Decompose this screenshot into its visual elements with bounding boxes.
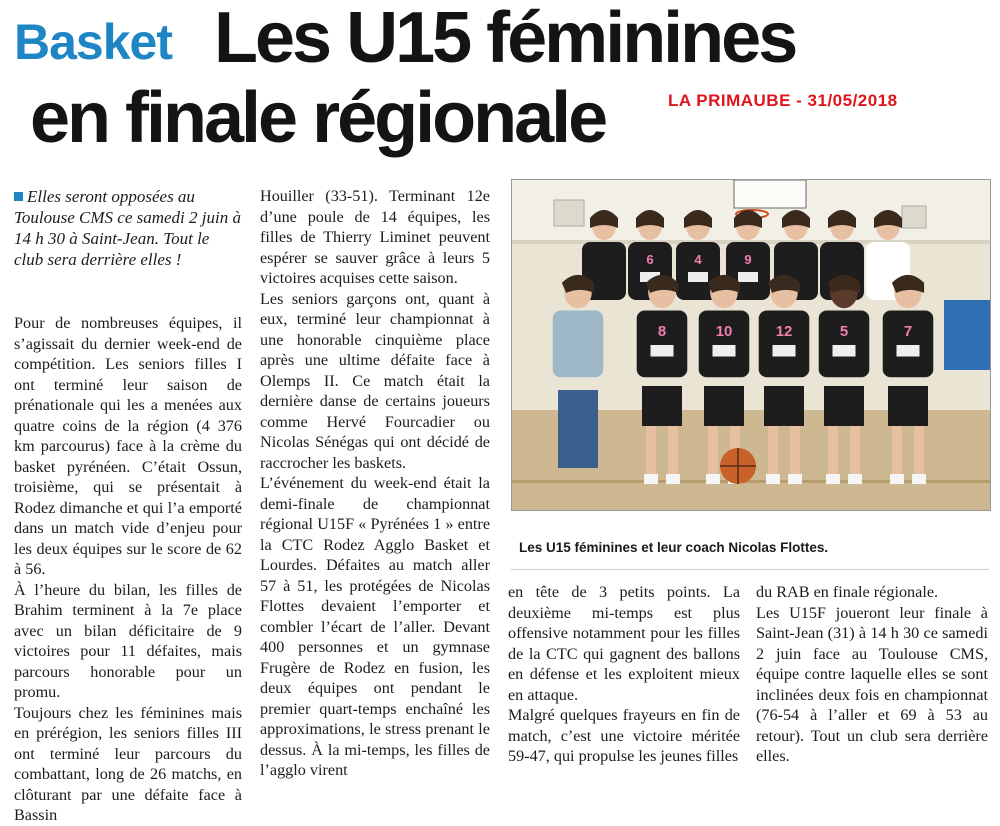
paragraph: du RAB en finale régionale. [756,583,939,601]
paragraph: À l’heure du bilan, les filles de Brahim terminent à la 7e place avec un bilan déficitaire de 9 victoires pour 11 défaites, mais parcours honorable pour un promu. [14,580,242,701]
jersey-number: 7 [903,322,913,340]
jersey-number: 12 [775,322,793,340]
paragraph: Les seniors garçons ont, quant à eux, terminé leur championnat à une honorable cinquième place après une ultime défaite face à Olemps II. Ce match était la dernière danse de certains joueurs comme Hervé Fourcadier ou Nicolas Sénégas qui ont décidé de raccrocher les baskets. [260,289,490,472]
headline-line-1: Les U15 féminines [214,0,796,78]
paragraph: L’événement du week-end était la demi-finale de championnat régional U15F « Pyrénées 1 » entre la CTC Rodez Agglo Basket et Lourdes. Défaites au match aller 57 à 51, les protégées de Nicolas Flottes devaient l’emporter et combler l’écart de l’aller. Devant 400 personnes et un gymnase Frugère de Rodez en fusion, les deux équipes ont pendant le premier quart-temps enchaîné les approximations, le stress prenant le dessus. À la mi-temps, les filles de l’agglo virent [260,474,490,779]
jersey-number: 6 [646,252,654,267]
paragraph: Malgré quelques frayeurs en fin de match, c’est une victoire méritée 59-47, qui propulse les jeunes filles [508,706,740,765]
section-kicker: Basket [14,14,172,70]
photo-caption: Les U15 féminines et leur coach Nicolas Flottes. [519,540,829,555]
jersey-number: 10 [715,322,733,340]
dateline: LA PRIMAUBE - 31/05/2018 [668,91,898,110]
standfirst [14,186,242,270]
headline-line-2: en finale régionale [30,78,606,158]
team-photo-illustration [512,180,990,510]
team-photo [511,179,991,511]
paragraph: Pour de nombreuses équipes, il s’agissait du dernier week-end de compétition. Les seniors filles I ont terminé leur saison de prénationale qui les a menées aux quatre coins de la région (4 376 km parcourus) face à la crème du basket pyrénéen. C’était Ossun, troisième, qui se présentait à Rodez dimanche et qui l’a emporté dans un match vide d’enjeu pour les deux équipes sur le score de 62 à 56. [14,314,242,578]
paragraph: Les U15F joueront leur finale à Saint-Jean (31) à 14 h 30 ce samedi 2 juin face au Toulouse CMS, équipe contre laquelle elles se sont inclinées deux fois en championnat (76-54 à l’aller et 69 à 53 au retour). Tout un club sera derrière elles. [756,603,988,765]
article-column-3 [508,582,740,767]
bullet-square-icon [14,192,23,201]
paragraph: en tête de 3 petits points. La deuxième mi-temps est plus offensive notamment pour les filles de la CTC qui gagnent des ballons en défense et les exploitent mieux en attaque. [508,583,740,704]
caption-divider [511,569,989,570]
jersey-number: 4 [694,252,702,267]
article-column-4 [756,582,988,767]
jersey-number: 8 [657,322,667,340]
standfirst-text: Elles seront opposées au Toulouse CMS ce samedi 2 juin à 14 h 30 à Saint-Jean. Tout le club sera derrière elles ! [14,187,241,269]
article-column-1 [14,313,242,826]
article-column-2 [260,186,490,781]
paragraph: Houiller (33-51). Terminant 12e d’une poule de 14 équipes, les filles de Thierry Liminet peuvent espérer se sauver grâce à leurs 5 victoires acquises cette saison. [260,187,490,287]
jersey-number: 5 [839,322,849,340]
paragraph: Toujours chez les féminines mais en prérégion, les seniors filles III ont terminé leur parcours du combattant, long de 26 matchs, en clôturant par une défaite face à Bassin [14,703,242,824]
jersey-number: 9 [744,252,752,267]
